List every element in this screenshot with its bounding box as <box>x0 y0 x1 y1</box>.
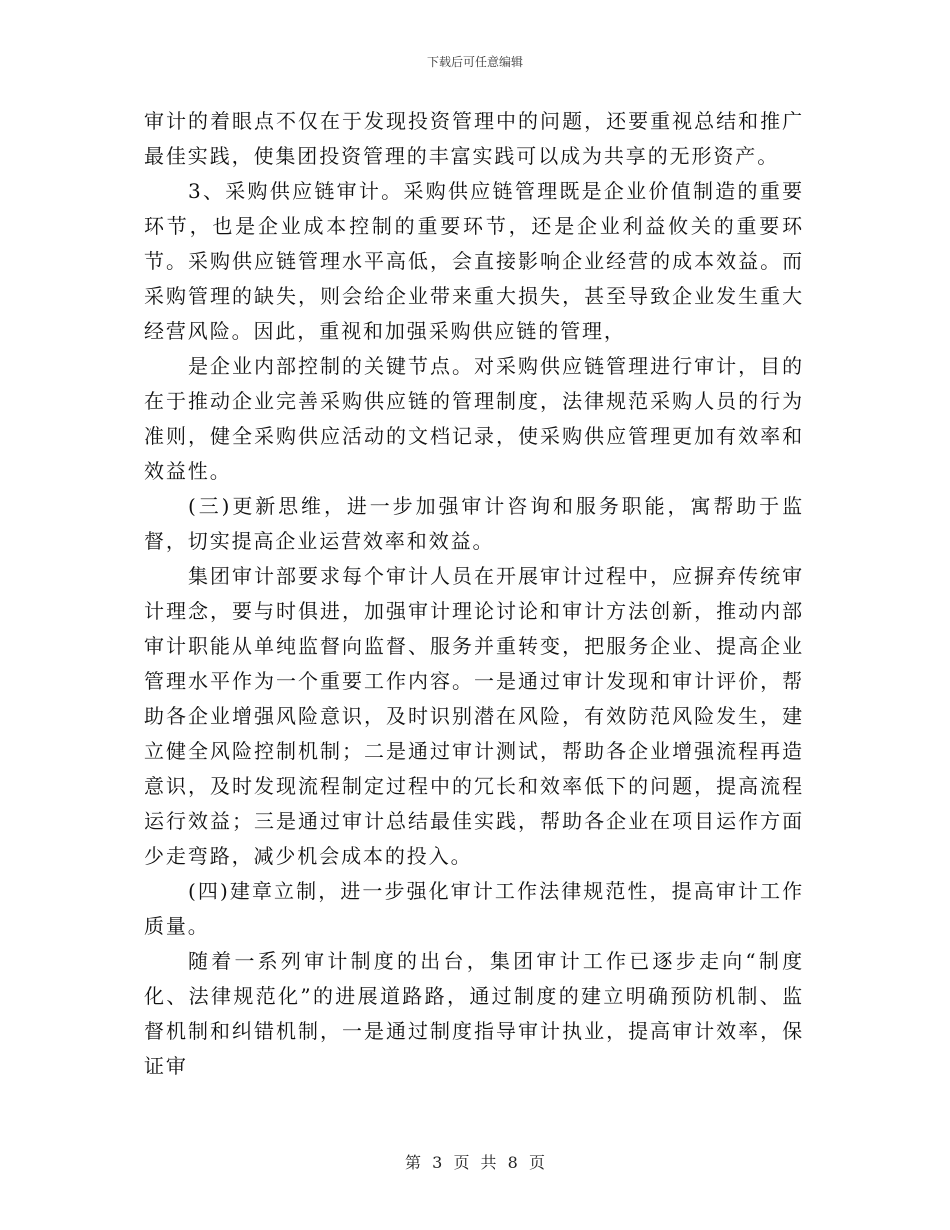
document-body <box>144 104 804 1084</box>
section-heading-3: (三)更新思维，进一步加强审计咨询和服务职能，寓帮助于监督，切实提高企业运营效率和效益。 <box>144 494 804 553</box>
paragraph-continued: 审计的着眼点不仅在于发现投资管理中的问题，还要重视总结和推广最佳实践，使集团投资管理的丰富实践可以成为共享的无形资产。 <box>144 109 804 168</box>
page-number-footer <box>0 1152 950 1174</box>
footer-unit-2: 页 <box>528 1153 545 1172</box>
paragraph-audit-rules: 随着一系列审计制度的出台，集团审计工作已逐步走向“制度化、法律规范化”的进展道路路，通过制度的建立明确预防机制、监督机制和纠错机制，一是通过制度指导审计执业，提高审计效率，保证审 <box>144 949 804 1078</box>
page-header-note: 下载后可任意编辑 <box>426 55 523 69</box>
footer-current-page: 3 <box>432 1153 443 1172</box>
footer-prefix: 第 <box>405 1153 422 1172</box>
footer-middle: 共 <box>480 1153 497 1172</box>
footer-total-pages: 8 <box>507 1153 518 1172</box>
footer-unit-1: 页 <box>453 1153 470 1172</box>
paragraph-procurement-control: 是企业内部控制的关键节点。对采购供应链管理进行审计，目的在于推动企业完善采购供应链的管理制度，法律规范采购人员的行为准则，健全采购供应活动的文档记录，使采购供应管理更加有效率和效益性。 <box>144 354 804 483</box>
section-heading-4: (四)建章立制，进一步强化审计工作法律规范性，提高审计工作质量。 <box>144 879 804 938</box>
paragraph-procurement-audit: 3、采购供应链审计。采购供应链管理既是企业价值制造的重要环节，也是企业成本控制的重要环节，还是企业利益攸关的重要环节。采购供应链管理水平高低，会直接影响企业经营的成本效益。而采购管理的缺失，则会给企业带来重大损失，甚至导致企业发生重大经营风险。因此，重视和加强采购供应链的管理， <box>144 179 804 343</box>
paragraph-audit-service: 集团审计部要求每个审计人员在开展审计过程中，应摒弃传统审计理念，要与时俱进，加强审计理论讨论和审计方法创新，推动内部审计职能从单纯监督向监督、服务并重转变，把服务企业、提高企业管理水平作为一个重要工作内容。一是通过审计发现和审计评价，帮助各企业增强风险意识，及时识别潜在风险，有效防范风险发生，建立健全风险控制机制；二是通过审计测试，帮助各企业增强流程再造意识，及时发现流程制定过程中的冗长和效率低下的问题，提高流程运行效益；三是通过审计总结最佳实践，帮助各企业在项目运作方面少走弯路，减少机会成本的投入。 <box>144 564 804 868</box>
